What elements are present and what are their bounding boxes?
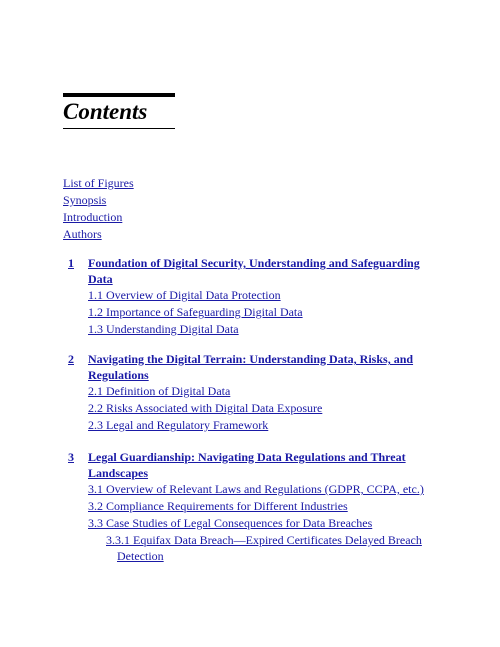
heading-top-rule: [63, 93, 175, 97]
chapter-title[interactable]: Foundation of Digital Security, Understanding and Safeguarding Data: [88, 256, 420, 286]
chapter-number[interactable]: 3: [68, 450, 74, 464]
toc-section-link[interactable]: 3.1 Overview of Relevant Laws and Regulations (GDPR, CCPA, etc.): [88, 482, 424, 496]
toc-subsection-link[interactable]: 3.3.1 Equifax Data Breach—Expired Certificates Delayed Breach Detection: [106, 533, 422, 563]
toc-link-introduction[interactable]: Introduction: [63, 210, 123, 224]
chapter-number[interactable]: 2: [68, 352, 74, 366]
toc-link-authors[interactable]: Authors: [63, 227, 102, 241]
page-title: Contents: [63, 99, 148, 124]
toc-section-link[interactable]: 1.2 Importance of Safeguarding Digital Data: [88, 305, 303, 319]
toc-section-link[interactable]: 1.1 Overview of Digital Data Protection: [88, 288, 281, 302]
toc-section-link[interactable]: 3.2 Compliance Requirements for Different Industries: [88, 499, 348, 513]
chapter-2: [63, 351, 443, 434]
chapter-1: [63, 255, 443, 338]
chapter-title[interactable]: Navigating the Digital Terrain: Understanding Data, Risks, and Regulations: [88, 352, 414, 382]
toc-section-link[interactable]: 2.2 Risks Associated with Digital Data Exposure: [88, 401, 323, 415]
toc-section-link[interactable]: 2.1 Definition of Digital Data: [88, 384, 231, 398]
toc-link-synopsis[interactable]: Synopsis: [63, 193, 107, 207]
toc-section-link[interactable]: 3.3 Case Studies of Legal Consequences for Data Breaches: [88, 516, 373, 530]
heading-bottom-rule: [63, 128, 175, 129]
chapter-3: [63, 449, 443, 564]
toc-link-list-of-figures[interactable]: List of Figures: [63, 176, 134, 190]
toc-section-link[interactable]: 2.3 Legal and Regulatory Framework: [88, 418, 269, 432]
chapter-number[interactable]: 1: [68, 256, 74, 270]
toc-section-link[interactable]: 1.3 Understanding Digital Data: [88, 322, 239, 336]
front-matter-list: [63, 175, 134, 243]
chapter-title[interactable]: Legal Guardianship: Navigating Data Regulations and Threat Landscapes: [88, 450, 406, 480]
